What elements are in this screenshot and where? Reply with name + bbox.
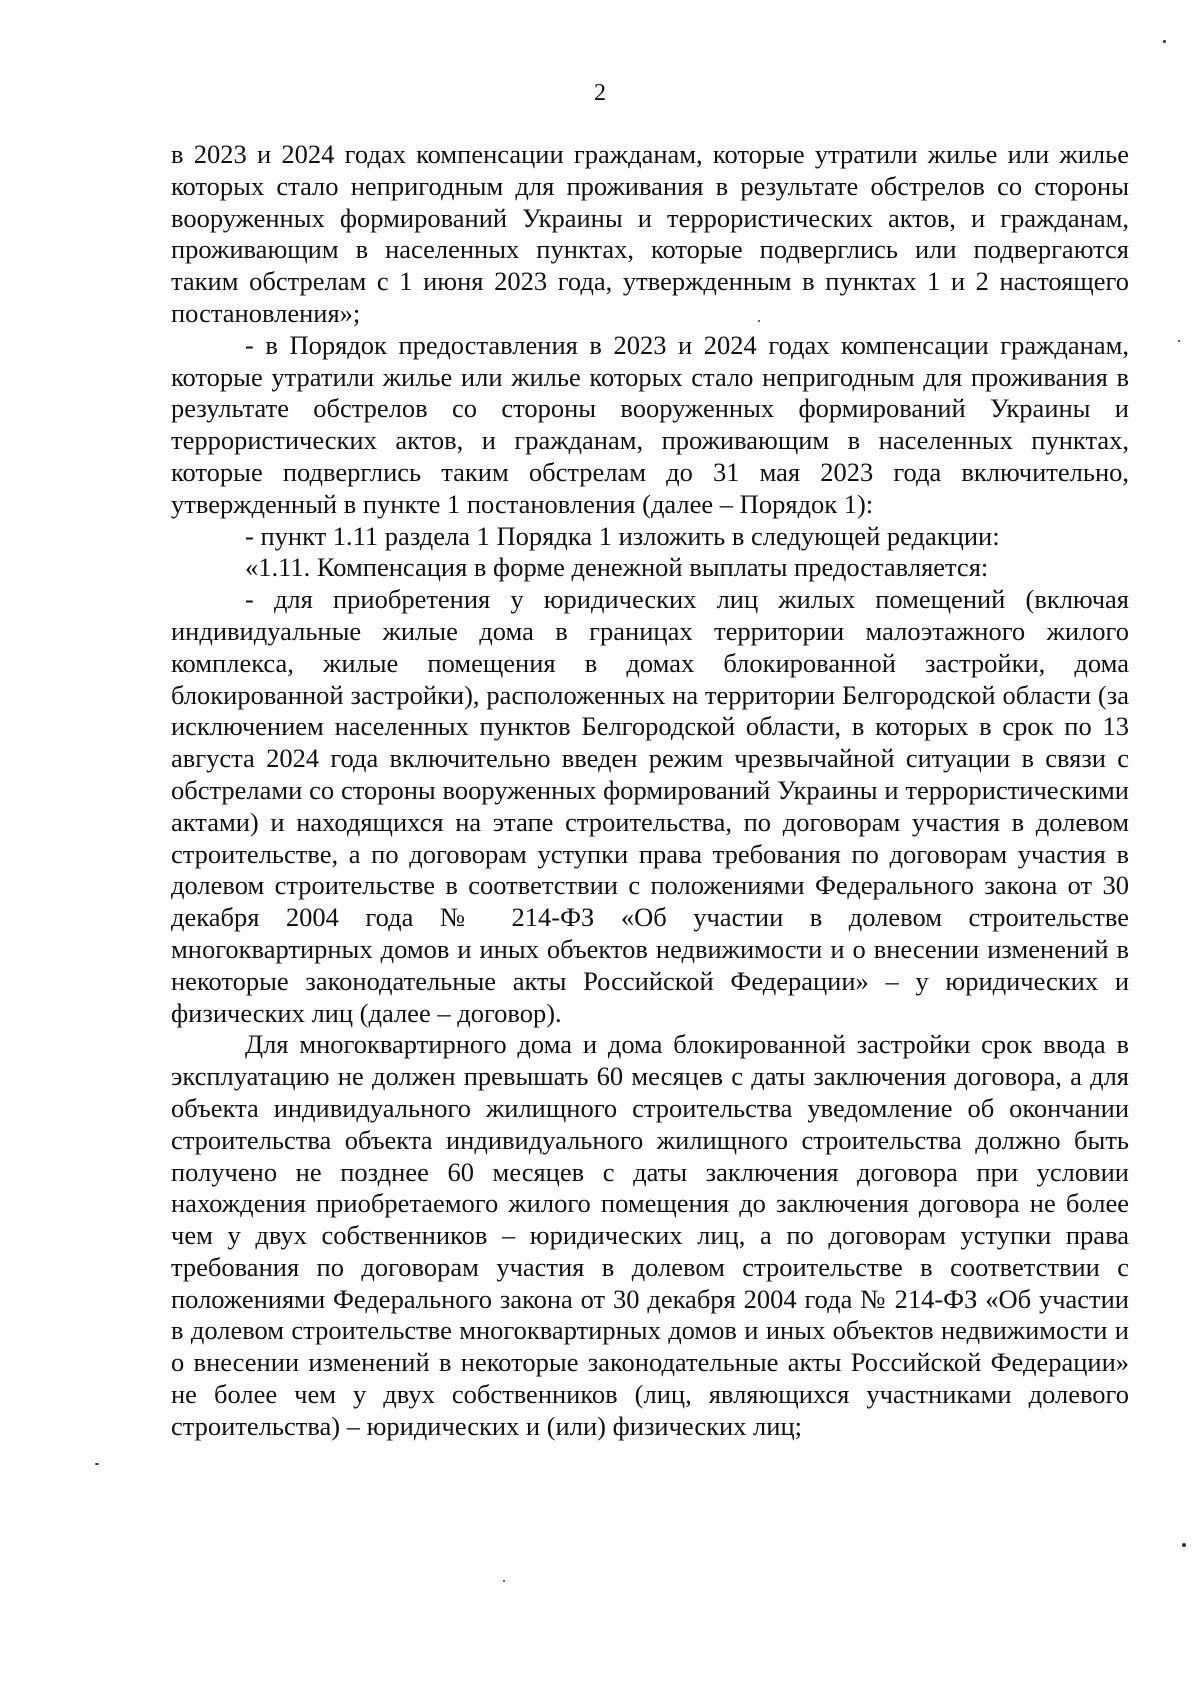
scan-speck — [95, 1463, 99, 1465]
scan-speck — [1182, 1543, 1186, 1547]
scan-speck — [503, 1580, 505, 1582]
paragraph-clause-1-11-heading: «1.11. Компенсация в форме денежной выплаты предоставляется: — [245, 552, 989, 583]
document-body — [171, 139, 1129, 1443]
paragraph-commissioning-term: Для многоквартирного дома и дома блокированной застройки срок ввода в эксплуатацию не должен превышать 60 месяцев с даты заключения договора, а для объекта индивидуального жилищного строительства уведомление об окончании строительства объекта индивидуального жилищного строительства должно быть получено не позднее 60 месяцев с даты заключения договора при условии нахождения приобретаемого жилого помещения до заключения договора не более чем у двух собственников – юридических лиц, а по договорам уступки права требования по договорам участия в долевом строительстве в соответствии с положениями Федерального закона от 30 декабря 2004 года № 214-ФЗ «Об участии в долевом строительстве многоквартирных домов и иных объектов недвижимости и о внесении изменений в некоторые законодательные акты Российской Федерации» не более чем у двух собственников (лиц, являющихся участниками долевого строительства) – юридических и (или) физических лиц; — [171, 1029, 1129, 1441]
page-number: 2 — [594, 80, 606, 106]
paragraph-continuation: в 2023 и 2024 годах компенсации гражданам, которые утратили жилье или жилье которых стало непригодным для проживания в результате обстрелов со стороны вооруженных формирований Украины и террористических актов, и гражданам, проживающим в населенных пунктах, которые подверглись или подвергаются таким обстрелам с 1 июня 2023 года, утвержденным в пунктах 1 и 2 настоящего постановления»; — [171, 139, 1129, 328]
paragraph-amendment-order-1: - в Порядок предоставления в 2023 и 2024 годах компенсации гражданам, которые утратили жилье или жилье которых стало непригодным для проживания в результате обстрелов со стороны вооруженных формирований Украины и террористических актов, и гражданам, проживающим в населенных пунктах, которые подверглись таким обстрелам до 31 мая 2023 года включительно, утвержденный в пункте 1 постановления (далее – Порядок 1): — [171, 329, 1129, 519]
scan-speck — [1163, 40, 1166, 43]
scan-speck — [758, 320, 760, 322]
paragraph-purchase-condition: - для приобретения у юридических лиц жилых помещений (включая индивидуальные жилые дома в границах территории малоэтажного жилого комплекса, жилые помещения в домах блокированной застройки, дома блокированной застройки), расположенных на территории Белгородской области (за исключением населенных пунктов Белгородской области, в которых в срок по 13 августа 2024 года включительно введен режим чрезвычайной ситуации в связи с обстрелами со стороны вооруженных формирований Украины и террористическими актами) и находящихся на этапе строительства, по договорам участия в долевом строительстве, а по договорам уступки права требования по договорам участия в долевом строительстве в соответствии с положениями Федерального закона от 30 декабря 2004 года № 214-ФЗ «Об участии в долевом строительстве многоквартирных домов и иных объектов недвижимости и о внесении изменений в некоторые законодательные акты Российской Федерации» – у юридических и физических лиц (далее – договор). — [171, 584, 1129, 1028]
scan-speck — [1178, 340, 1180, 342]
paragraph-clause-1-11-intro: - пункт 1.11 раздела 1 Порядка 1 изложить в следующей редакции: — [245, 520, 1000, 551]
